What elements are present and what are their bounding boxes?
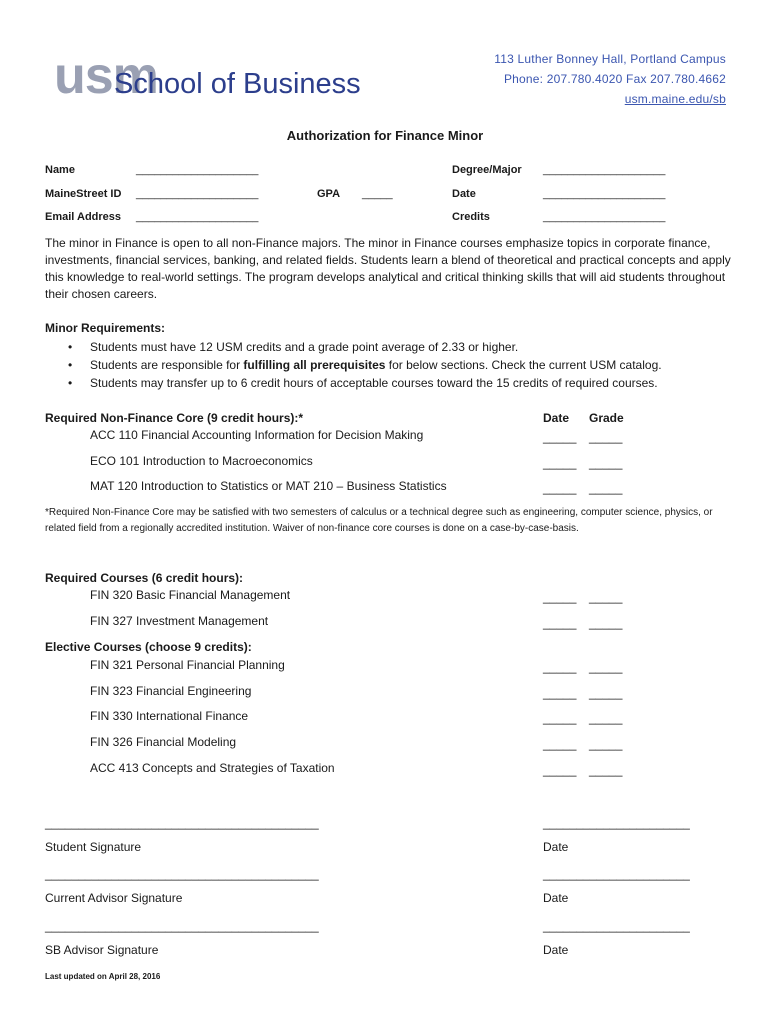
grade-blank[interactable]: _____ [589,660,623,674]
email-field[interactable]: ____________________ [136,211,259,223]
website-link[interactable]: usm.maine.edu/sb [624,92,726,106]
elective-course-row: FIN 330 International Finance [90,709,249,723]
grade-blank[interactable]: _____ [589,737,623,751]
usm-logo-mark: usm [54,47,158,105]
student-date-label: Date [543,840,569,854]
sb-advisor-signature-line[interactable]: _________________________________________ [45,919,319,933]
required-course-row: FIN 327 Investment Management [90,614,269,628]
elective-course-row: FIN 323 Financial Engineering [90,684,252,698]
requirements-list [68,338,662,392]
date-blank[interactable]: _____ [543,686,577,700]
list-item [68,374,662,392]
grade-blank[interactable]: _____ [589,763,623,777]
phone-fax: Phone: 207.780.4020 Fax 207.780.4662 [503,72,726,86]
intro-paragraph: The minor in Finance is open to all non-Finance majors. The minor in Finance courses emphasize topics in corporate finance, investments, financial services, banking, and related fields. Students learn a blend of theoretical and practical concepts and apply this knowledge to real-world settings. The program develops analytical and critical thinking skills that will aid students throughout their chosen careers. [45,236,731,301]
required-course-row: FIN 320 Basic Financial Management [90,588,291,602]
advisor-date-label: Date [543,891,569,905]
grade-blank[interactable]: _____ [589,430,623,444]
sb-advisor-signature-label: SB Advisor Signature [45,943,159,957]
mainestreet-id-field[interactable]: ____________________ [136,188,259,200]
name-label: Name [45,164,75,176]
date-label: Date [452,188,476,200]
grade-blank[interactable]: _____ [589,616,623,630]
date-blank[interactable]: _____ [543,711,577,725]
elective-course-row: FIN 321 Personal Financial Planning [90,658,285,672]
elective-course-row: ACC 413 Concepts and Strategies of Taxation [90,761,335,775]
grade-column-header: Grade [589,411,624,425]
date-blank[interactable]: _____ [543,590,577,604]
date-field[interactable]: ____________________ [543,188,666,200]
date-blank[interactable]: _____ [543,737,577,751]
gpa-label: GPA [317,188,341,200]
date-blank[interactable]: _____ [543,456,577,470]
bullet-icon: • [68,358,73,372]
grade-blank[interactable]: _____ [589,481,623,495]
requirement-text: Students must have 12 USM credits and a grade point average of 2.33 or higher. [90,340,519,354]
campus-address: 113 Luther Bonney Hall, Portland Campus [494,52,726,66]
minor-requirements-heading: Minor Requirements: [45,321,166,335]
grade-blank[interactable]: _____ [589,711,623,725]
elective-courses-heading: Elective Courses (choose 9 credits): [45,640,252,654]
bullet-icon: • [68,376,73,390]
grade-blank[interactable]: _____ [589,456,623,470]
degree-major-field[interactable]: ____________________ [543,164,666,176]
credits-field[interactable]: ____________________ [543,211,666,223]
last-updated-footer: Last updated on April 28, 2016 [45,972,161,981]
elective-course-row: FIN 326 Financial Modeling [90,735,237,749]
requirement-text: Students may transfer up to 6 credit hours of acceptable courses toward the 15 credits of required courses. [90,376,658,390]
core-heading: Required Non-Finance Core (9 credit hours):* [45,411,304,425]
degree-major-label: Degree/Major [452,164,522,176]
list-item [68,338,662,356]
student-signature-label: Student Signature [45,840,142,854]
advisor-date-line[interactable]: ______________________ [543,867,690,881]
mainestreet-id-label: MaineStreet ID [45,188,122,200]
requirement-text: for below sections. Check the current USM catalog. [385,358,662,372]
grade-blank[interactable]: _____ [589,686,623,700]
name-field[interactable]: ____________________ [136,164,259,176]
bullet-icon: • [68,340,73,354]
student-date-line[interactable]: ______________________ [543,816,690,830]
email-label: Email Address [45,211,122,223]
form-title: Authorization for Finance Minor [286,128,484,143]
core-course-row: ACC 110 Financial Accounting Information for Decision Making [90,428,424,442]
grade-blank[interactable]: _____ [589,590,623,604]
credits-label: Credits [452,211,490,223]
requirement-emphasis: fulfilling all prerequisites [243,358,386,372]
date-column-header: Date [543,411,570,425]
date-blank[interactable]: _____ [543,616,577,630]
school-of-business-logo-text: School of Business [114,68,361,100]
core-course-row: ECO 101 Introduction to Macroeconomics [90,454,313,468]
gpa-field[interactable]: _____ [362,188,393,200]
requirement-text: Students are responsible for [90,358,244,372]
sb-advisor-date-line[interactable]: ______________________ [543,919,690,933]
date-blank[interactable]: _____ [543,763,577,777]
core-course-row: MAT 120 Introduction to Statistics or MAT 210 – Business Statistics [90,479,447,493]
core-waiver-note: *Required Non-Finance Core may be satisfied with two semesters of calculus or a technical degree such as engineering, computer science, physics, or related field from a regionally accredited institution. Waiver of non-finance core courses is done on a case-by-case-basis. [45,507,713,534]
advisor-signature-line[interactable]: _________________________________________ [45,867,319,881]
list-item [68,356,662,374]
sb-advisor-date-label: Date [543,943,569,957]
date-blank[interactable]: _____ [543,430,577,444]
required-courses-heading: Required Courses (6 credit hours): [45,571,244,585]
advisor-signature-label: Current Advisor Signature [45,891,183,905]
student-signature-line[interactable]: _________________________________________ [45,816,319,830]
date-blank[interactable]: _____ [543,660,577,674]
date-blank[interactable]: _____ [543,481,577,495]
